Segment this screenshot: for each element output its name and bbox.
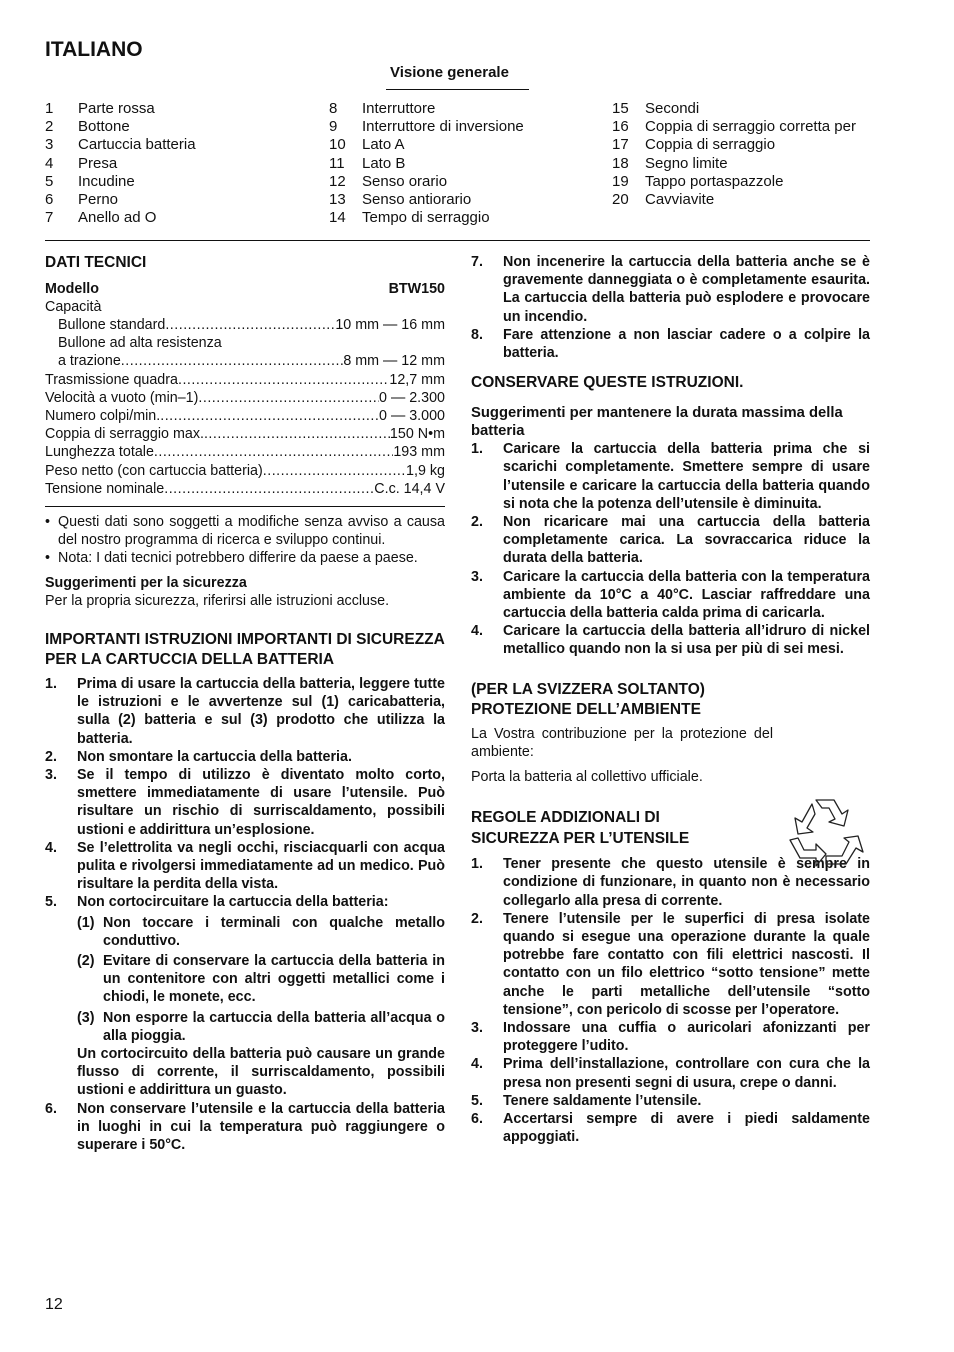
list-item — [45, 191, 315, 209]
list-item — [45, 136, 315, 154]
spec-row — [45, 480, 445, 498]
list-item: 1. Caricare la cartuccia della batteria prima che si scarichi completamente. Smettere sempre di usare l’utensile e caricare la cartuccia della batteria quando si nota che la potenza dell’utensile è diminuita. — [471, 441, 870, 512]
spec-value: 0 — 3.000 — [379, 407, 445, 424]
part-number: 3 — [45, 136, 54, 154]
list-item — [329, 136, 609, 154]
overview-title: Visione generale — [390, 64, 509, 81]
recycle-icon — [786, 794, 868, 872]
spec-label: Tensione nominale — [45, 480, 165, 497]
item-text: Non ricaricare mai una cartuccia della batteria completamente carica. La sovraccarica riduce la durata della batteria. — [503, 513, 870, 567]
list-item: 2. Non smontare la cartuccia della batteria. — [45, 748, 445, 766]
battery-list — [45, 675, 445, 1154]
list-item: 3. Caricare la cartuccia della batteria con la temperatura ambiente da 10°C a 40°C. Lasciar raffreddare una cartuccia della batteria calda prima di caricarla. — [471, 568, 870, 621]
part-name: Lato B — [362, 154, 406, 172]
list-item — [45, 155, 315, 173]
part-number: 17 — [612, 136, 629, 154]
spec-value: 0 — 2.300 — [379, 389, 445, 406]
swiss-heading: (PER LA SVIZZERA SOLTANTO) PROTEZIONE DELL’AMBIENTE — [471, 680, 705, 719]
item-text: Indossare una cuffia o auricolari afonizzanti per proteggere l’udito. — [503, 1020, 870, 1055]
list-item — [329, 155, 609, 173]
spec-row — [45, 425, 445, 443]
list-item: 5. Non cortocircuitare la cartuccia della batteria: (1) Non toccare i terminali con qualche metallo conduttivo. (2) Evitare di conservare la cartuccia della batteria in un contenitore con altri oggetti metallici come i chiodi, le monete, ecc. (3) Non esporre la cartuccia della batteria all’acqua o alla pioggia. Un cortocircuito della batteria può causare un grande flusso di corrente, il surriscaldamento, possibili ustioni e addirittura un guasto. — [45, 894, 445, 1099]
list-item — [329, 100, 609, 118]
list-item — [45, 100, 315, 118]
part-name: Anello ad O — [78, 209, 157, 227]
part-number: 16 — [612, 118, 629, 136]
part-name: Interruttore — [362, 100, 436, 117]
item-text: Non cortocircuitare la cartuccia della batteria: — [77, 894, 389, 911]
item-text: Non smontare la cartuccia della batteria. — [77, 748, 352, 765]
part-name: Tappo portaspazzole — [645, 172, 784, 190]
part-name: Senso antiorario — [362, 191, 472, 209]
item-text: Tener presente che questo utensile è sempre in condizione di funzionare, in quanto non è necessario collegarlo alla presa di corrente. — [503, 856, 870, 909]
sub-item — [77, 952, 445, 1007]
item-text: Prima dell’installazione, controllare con cura che la presa non presenti segni di usura, crepe o danni. — [503, 1056, 870, 1091]
spec-label: Velocità a vuoto (min–1) — [45, 389, 199, 406]
specs-divider — [45, 506, 445, 507]
part-name: Senso orario — [362, 172, 448, 190]
item-text: Caricare la cartuccia della batteria con la temperatura ambiente da 10°C a 40°C. Lasciar raffreddare una cartuccia della batteria calda prima di caricarla. — [503, 568, 870, 621]
spec-label: Coppia di serraggio max. — [45, 426, 204, 443]
spec-row — [45, 352, 445, 370]
list-item — [329, 209, 609, 227]
part-name: Presa — [78, 154, 118, 172]
sub-number: (1) — [77, 914, 95, 931]
spec-row — [45, 443, 445, 461]
spec-note: • Nota: I dati tecnici potrebbero differire da paese a paese. — [45, 550, 418, 567]
spec-note: • Questi dati sono soggetti a modifiche senza avviso a causa del nostro programma di ricerca e sviluppo continui. — [45, 513, 445, 549]
part-number: 18 — [612, 154, 629, 172]
part-number: 19 — [612, 172, 629, 190]
part-number: 4 — [45, 154, 54, 172]
list-item: 2. Tenere l’utensile per le superfici di presa isolate quando si esegue una operazione durante la quale potrebbe fare contatto con fili elettrici nascosti. Il contatto con un filo elettrico “sotto tensione” mette anche le parti metalliche dell’utensile “sotto tensione”, con pericolo di scosse per l’operatore. — [471, 910, 870, 1018]
list-item — [45, 209, 315, 227]
item-text: Se il tempo di utilizzo è diventato molto corto, smettere immediatamente di usare l’utensile. Può risultare un rischio di surriscaldamento, possibili ustioni e addirittura un’esplosione. — [77, 766, 445, 838]
item-text: Caricare la cartuccia della batteria prima che si scarichi completamente. Smettere sempre di usare l’utensile e caricare la cartuccia della batteria quando si nota che la potenza dell’utensile è diminuita. — [503, 441, 870, 512]
part-name: Segno limite — [645, 154, 728, 172]
item-text: Non incenerire la cartuccia della batteria anche se è gravemente danneggiata o è completamente esaurita. La cartuccia della batteria può esplodere e provocare un incendio. — [503, 254, 870, 325]
part-number: 2 — [45, 118, 54, 136]
sub-text: Non toccare i terminali con qualche metallo conduttivo. — [103, 914, 445, 949]
part-number: 9 — [329, 118, 338, 136]
swiss-text-2: Porta la batteria al collettivo ufficiale. — [471, 768, 703, 785]
capacity-label: Capacità — [45, 298, 102, 315]
section-divider — [45, 240, 870, 241]
list-item: 6. Non conservare l’utensile e la cartuccia della batteria in luoghi in cui la temperatura può raggiungere o superare i 50°C. — [45, 1100, 445, 1154]
sub-item — [77, 1009, 445, 1045]
spec-row — [45, 462, 445, 480]
spec-value: 8 mm — 12 mm — [343, 353, 445, 370]
note-text: Nota: I dati tecnici potrebbero differire da paese a paese. — [58, 550, 418, 567]
battery-heading: IMPORTANTI ISTRUZIONI IMPORTANTI DI SICUREZZA PER LA CARTUCCIA DELLA BATTERIA — [45, 630, 445, 669]
part-name: Coppia di serraggio — [645, 136, 776, 154]
list-item: 8. Fare attenzione a non lasciar cadere o a colpire la batteria. — [471, 326, 870, 362]
list-item: 3. Indossare una cuffia o auricolari afonizzanti per proteggere l’udito. — [471, 1020, 870, 1055]
list-item — [612, 136, 912, 154]
part-name: Cartuccia batteria — [78, 136, 196, 154]
part-number: 20 — [612, 191, 629, 209]
overview-underline — [386, 89, 529, 90]
sub-item — [77, 914, 445, 950]
part-name: Parte rossa — [78, 100, 155, 117]
part-number: 8 — [329, 100, 338, 117]
list-item — [45, 118, 315, 136]
item-text: Fare attenzione a non lasciar cadere o a colpire la batteria. — [503, 326, 870, 362]
part-number: 7 — [45, 209, 54, 227]
list-item: 5. Tenere saldamente l’utensile. — [471, 1092, 870, 1110]
sub-text: Evitare di conservare la cartuccia della batteria in un contenitore con altri oggetti metallici come i chiodi, le monete, ecc. — [103, 953, 445, 1006]
list-item — [612, 100, 912, 118]
short-circuit-note: Un cortocircuito della batteria può causare un grande flusso di corrente, il surriscaldamento, possibili ustioni e addirittura un guasto. — [77, 1046, 445, 1099]
spec-row — [45, 371, 445, 389]
parts-list-col3 — [612, 100, 912, 209]
list-item — [612, 118, 912, 136]
spec-value: C.c. 14,4 V — [374, 480, 445, 497]
part-number: 15 — [612, 100, 629, 117]
spec-value: 1,9 kg — [406, 462, 445, 479]
spec-label: Trasmissione quadra — [45, 371, 178, 388]
spec-label: Bullone ad alta resistenza — [58, 335, 222, 352]
part-name: Lato A — [362, 136, 405, 154]
list-item: 4. Caricare la cartuccia della batteria all’idruro di nickel metallico quando non la si usa per più di sei mesi. — [471, 623, 870, 658]
rules-list — [471, 855, 870, 1146]
item-text: Tenere l’utensile per le superfici di presa isolate quando si esegue una operazione durante la quale potrebbe fare contatto con fili elettrici nascosti. Il contatto con un filo elettrico “sotto tensione” mette anche le parti metalliche dell’utensile “sotto tensione”, con pericolo di scosse per l’operatore. — [503, 910, 870, 1018]
sub-text: Non esporre la cartuccia della batteria all’acqua o alla pioggia. — [103, 1009, 445, 1044]
part-number: 11 — [329, 154, 345, 172]
part-name: Cavviavite — [645, 191, 715, 209]
list-item: 1. Prima di usare la cartuccia della batteria, leggere tutte le istruzioni e le avvertenze sul (1) caricabatteria, sulla (2) batteria e sul (3) prodotto che utilizza la batteria. — [45, 675, 445, 747]
list-item: 4. Se l’elettrolita va negli occhi, risciacquarli con acqua pulita e rivolgersi immediatamente ad un medico. Può risultare la perdita della vista. — [45, 839, 445, 893]
parts-list-col1 — [45, 100, 315, 227]
left-column — [45, 253, 445, 1154]
model-value: BTW150 — [388, 280, 445, 297]
swiss-text: La Vostra contribuzione per la protezione del ambiente: — [471, 725, 773, 760]
spec-value: 193 mm — [393, 444, 445, 461]
page-number: 12 — [45, 1296, 63, 1313]
parts-list-col2 — [329, 100, 609, 227]
sub-number: (3) — [77, 1009, 95, 1026]
list-item — [329, 191, 609, 209]
model-row — [45, 280, 445, 298]
rules-heading: REGOLE ADDIZIONALI DI SICUREZZA PER L’UTENSILE — [471, 809, 690, 847]
right-column — [471, 253, 870, 1146]
spec-row — [45, 334, 445, 352]
spec-label: Numero colpi/min. — [45, 407, 161, 424]
part-name: Interruttore di inversione — [362, 118, 524, 136]
list-item — [612, 155, 912, 173]
part-number: 13 — [329, 191, 346, 209]
part-name: Secondi — [645, 100, 700, 117]
part-number: 12 — [329, 172, 346, 190]
list-item: 6. Accertarsi sempre di avere i piedi saldamente appoggiati. — [471, 1111, 870, 1146]
item-text: Non conservare l’utensile e la cartuccia della batteria in luoghi in cui la temperatura può raggiungere o superare i 50°C. — [77, 1100, 445, 1154]
spec-label: a trazione — [58, 353, 121, 370]
life-heading: Suggerimenti per mantenere la durata massima della batteria — [471, 404, 843, 439]
list-item: 1. Tener presente che questo utensile è sempre in condizione di funzionare, in quanto non è necessario collegarlo alla presa di corrente. — [471, 856, 870, 909]
spec-value: 12,7 mm — [389, 371, 445, 388]
part-number: 5 — [45, 172, 54, 190]
list-item: 7. Non incenerire la cartuccia della batteria anche se è gravemente danneggiata o è completamente esaurita. La cartuccia della batteria può esplodere e provocare un incendio. — [471, 254, 870, 325]
item-text: Prima di usare la cartuccia della batteria, leggere tutte le istruzioni e le avvertenze sul (1) caricabatteria, sulla (2) batteria e sul (3) prodotto che utilizza la batteria. — [77, 675, 445, 747]
part-name: Incudine — [78, 172, 135, 190]
safety-heading: Suggerimenti per la sicurezza — [45, 574, 247, 591]
list-item: 3. Se il tempo di utilizzo è diventato molto corto, smettere immediatamente di usare l’utensile. Può risultare un rischio di surriscaldamento, possibili ustioni e addirittura un’esplosione. — [45, 766, 445, 838]
item-text: Caricare la cartuccia della batteria all’idruro di nickel metallico quando non la si usa per più di sei mesi. — [503, 623, 870, 658]
list-item — [329, 118, 609, 136]
spec-row — [45, 389, 445, 407]
part-name: Bottone — [78, 118, 130, 136]
language-heading: ITALIANO — [45, 38, 143, 61]
spec-label: Bullone standard — [58, 316, 166, 333]
list-item — [612, 191, 912, 209]
sub-number: (2) — [77, 953, 95, 969]
model-label: Modello — [45, 280, 100, 297]
spec-label: Peso netto (con cartuccia batteria) — [45, 462, 263, 479]
part-number: 6 — [45, 191, 54, 209]
keep-instructions: CONSERVARE QUESTE ISTRUZIONI. — [471, 374, 744, 392]
list-item: 2. Non ricaricare mai una cartuccia della batteria completamente carica. La sovraccarica riduce la durata della batteria. — [471, 513, 870, 567]
part-number: 14 — [329, 209, 346, 227]
list-item — [329, 173, 609, 191]
list-item — [45, 173, 315, 191]
safety-text: Per la propria sicurezza, riferirsi alle istruzioni accluse. — [45, 592, 390, 609]
note-text: Questi dati sono soggetti a modifiche senza avviso a causa del nostro programma di ricerca e sviluppo continui. — [58, 513, 445, 549]
part-name: Perno — [78, 191, 119, 209]
spec-value: 10 mm — 16 mm — [335, 316, 445, 333]
item-text: Accertarsi sempre di avere i piedi saldamente appoggiati. — [503, 1111, 870, 1146]
part-name: Coppia di serraggio corretta per — [645, 118, 856, 136]
part-number: 10 — [329, 136, 346, 154]
list-item: 4. Prima dell’installazione, controllare con cura che la presa non presenti segni di usura, crepe o danni. — [471, 1056, 870, 1091]
battery-list-continued — [471, 253, 870, 362]
list-item — [612, 173, 912, 191]
part-number: 1 — [45, 100, 54, 117]
item-text: Se l’elettrolita va negli occhi, risciacquarli con acqua pulita e rivolgersi immediatamente ad un medico. Può risultare la perdita della vista. — [77, 839, 445, 893]
spec-row — [45, 407, 445, 425]
spec-value: 150 N•m — [389, 426, 445, 443]
spec-label: Lunghezza totale — [45, 444, 154, 461]
life-list — [471, 440, 870, 658]
specs-heading: DATI TECNICI — [45, 254, 147, 271]
spec-row — [45, 316, 445, 334]
part-name: Tempo di serraggio — [362, 209, 490, 227]
item-text: Tenere saldamente l’utensile. — [503, 1092, 702, 1109]
